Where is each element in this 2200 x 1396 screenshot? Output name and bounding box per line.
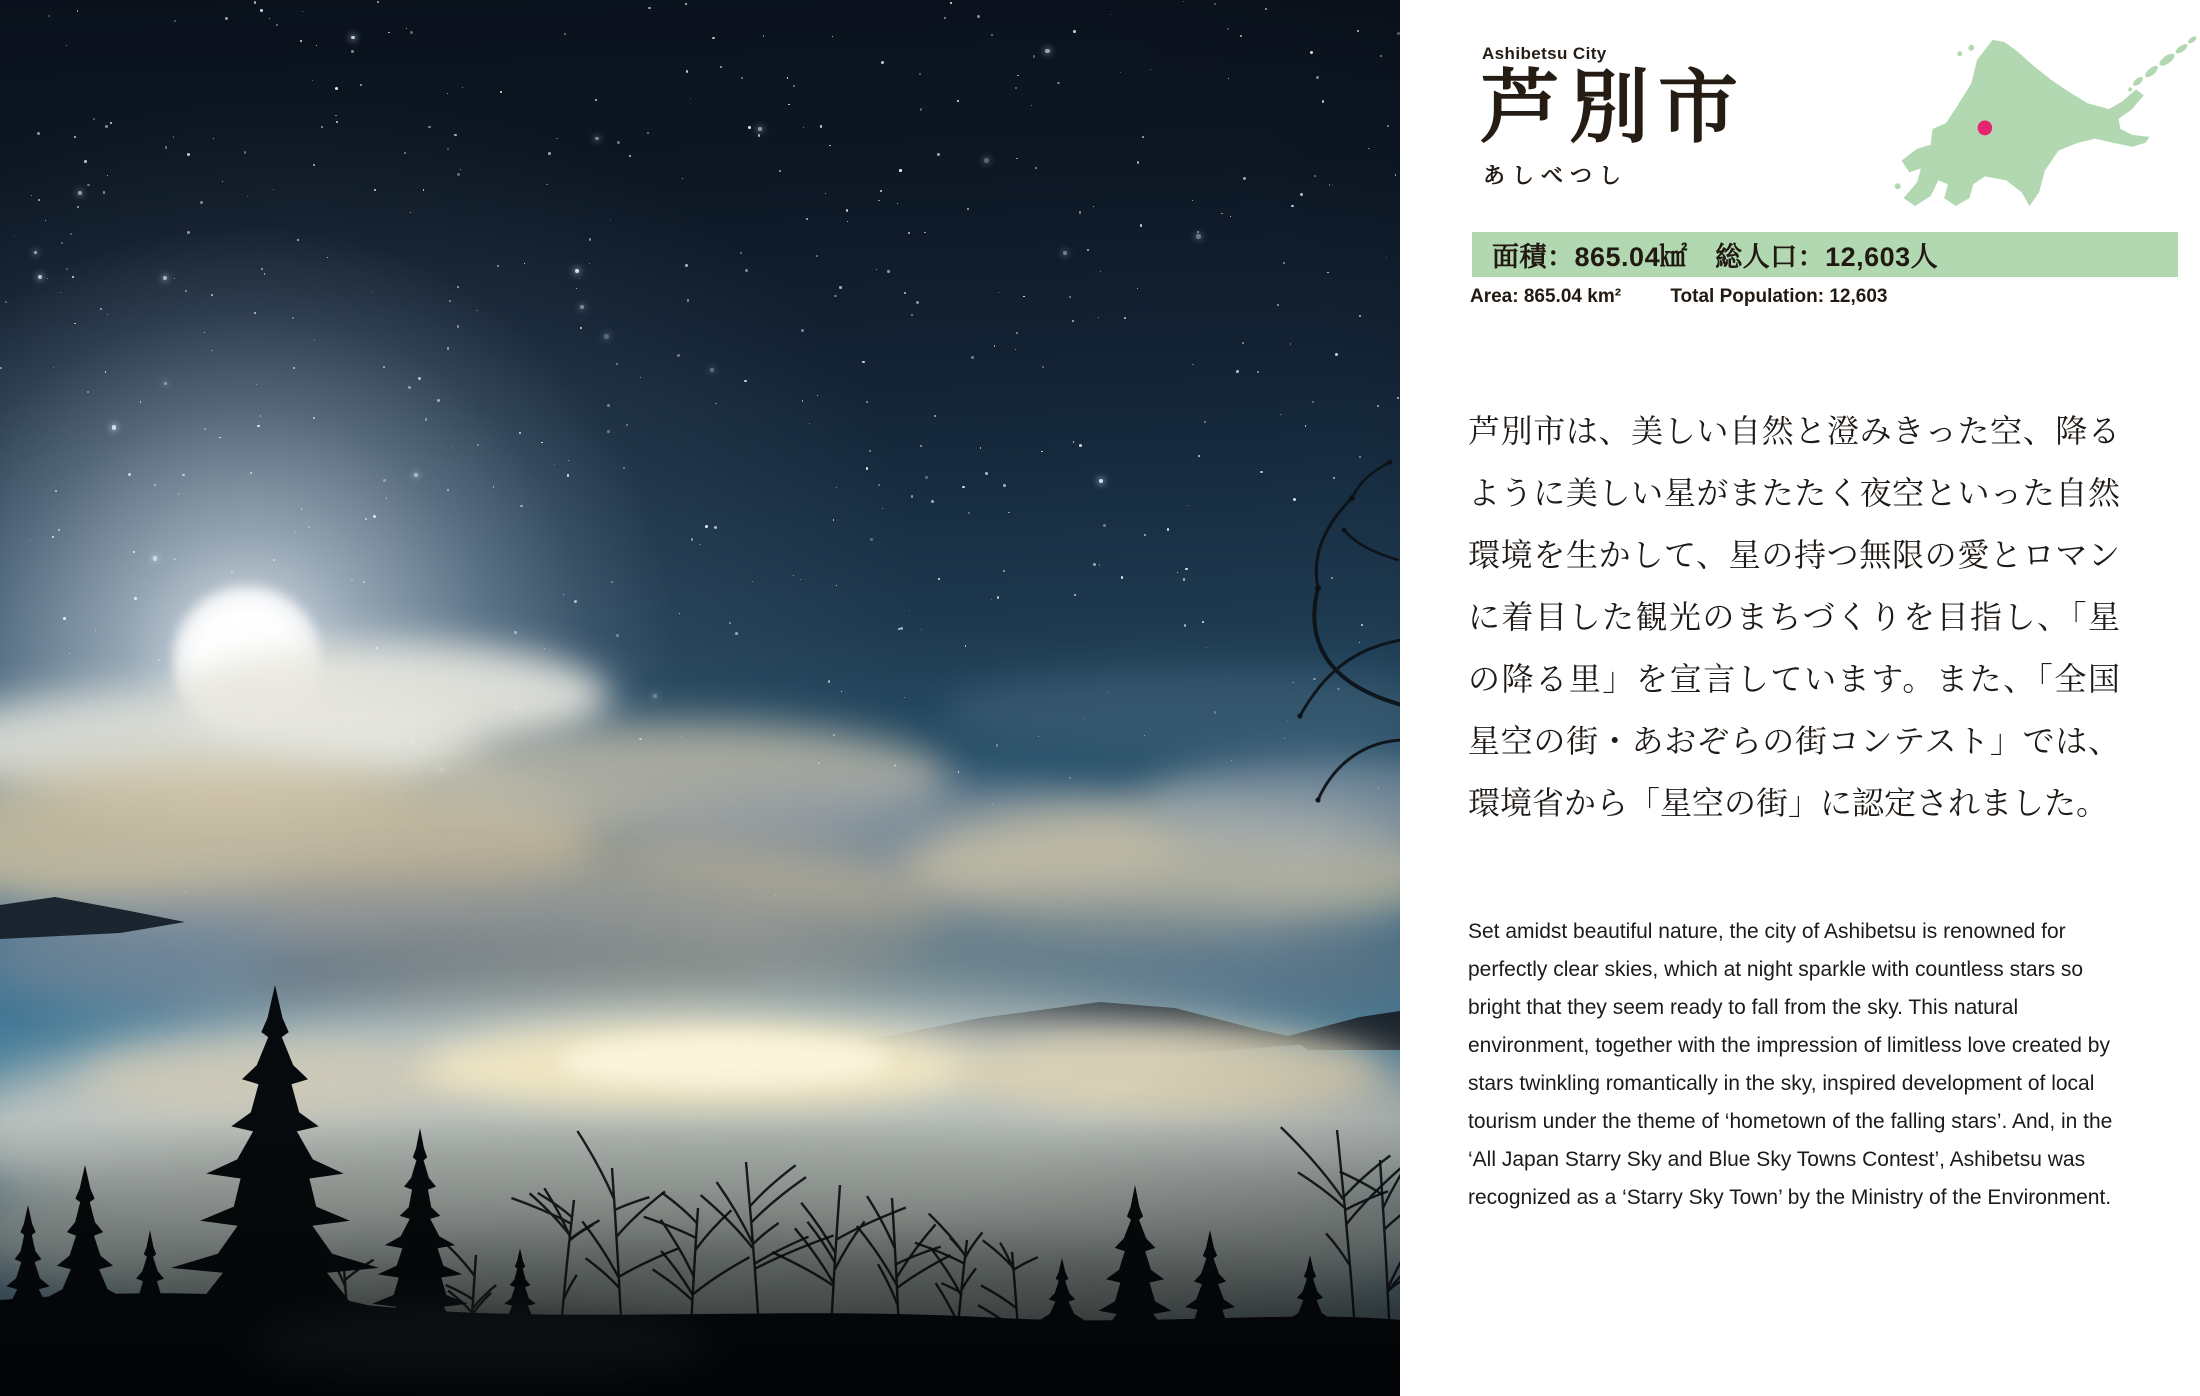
population-stat: Total Population: 12,603 bbox=[1670, 286, 1888, 307]
location-dot-icon bbox=[1978, 121, 1993, 136]
description-japanese: 芦別市は、美しい自然と澄みきった空、降るように美しい星がまたたく夜空といった自然環境を生かして、星の持つ無限の愛とロマンに着目した観光のまちづくりを目指し、「星の降る里」を宣言しています。また、「全国星空の街・あおぞらの街コンテスト」では、環境省から「星空の街」に認定されました。 bbox=[1468, 413, 2120, 821]
description-english: Set amidst beautiful nature, the city of Ashibetsu is renowned for perfectly clear skies, which at night sparkle with countless stars so bright that they seem ready to fall from the sky. This natural environment, together with the impression of limitless love created by stars twinkling romantically in the sky, inspired development of local tourism under the theme of ‘hometown of the falling stars’. And, in the ‘All Japan Starry Sky and Blue Sky Towns Contest’, Ashibetsu was recognized as a ‘Starry Sky Town’ by the Ministry of the Environment. bbox=[1468, 920, 2113, 1209]
stats-banner bbox=[1472, 232, 2178, 277]
info-panel bbox=[1400, 0, 2200, 1396]
stats-japanese: 面積：865.04㎢ 総人口：12,603人 bbox=[1492, 242, 1939, 272]
stats-english bbox=[1470, 286, 1887, 308]
city-name-en: Ashibetsu City bbox=[1482, 44, 1607, 63]
area-stat: Area: 865.04 km² bbox=[1470, 286, 1622, 307]
hokkaido-map-icon bbox=[1888, 32, 2198, 210]
city-name-ja: 芦別市 bbox=[1480, 63, 1747, 152]
city-name-kana: あしべつし bbox=[1483, 163, 1629, 188]
